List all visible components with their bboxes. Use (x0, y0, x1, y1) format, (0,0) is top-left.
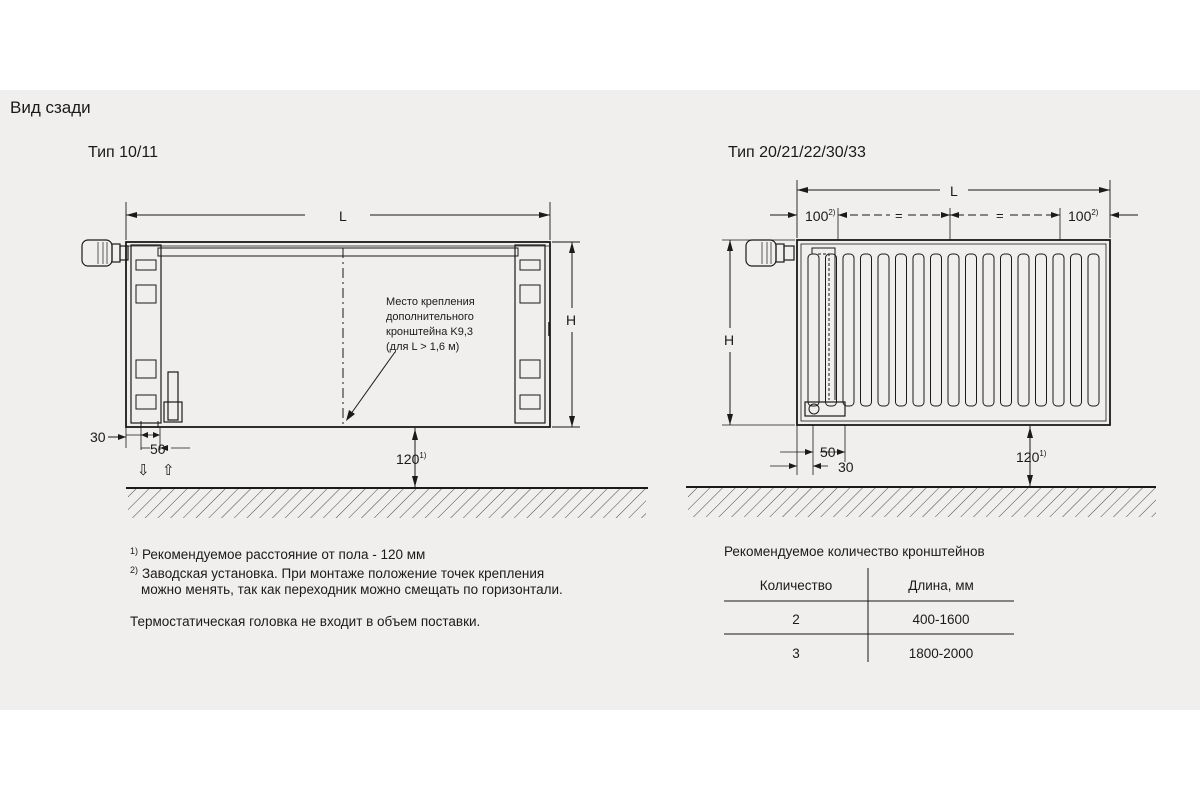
left-dim-30-50 (108, 426, 190, 451)
left-dim-L-label: L (339, 208, 347, 224)
left-dim-120-label: 120$^{1)}$ (396, 451, 427, 467)
left-bracket-note-line-4: (для L > 1,6 м) (386, 341, 460, 353)
radiator-fin (843, 254, 854, 406)
footnote-1-mark: 1) (130, 546, 139, 556)
cell-qty: 2 (792, 611, 800, 627)
right-type-label: Тип 20/21/22/30/33 (728, 144, 866, 161)
right-dim-L-label: L (950, 183, 958, 199)
flow-up-arrow-icon: ⇧ (162, 462, 175, 479)
cell-length: 1800-2000 (908, 645, 974, 661)
radiator-fin (966, 254, 977, 406)
right-floor (686, 487, 1156, 517)
radiator-fin (878, 254, 889, 406)
footnote-2-line-1: Заводская установка. При монтаже положение точек крепления (142, 566, 545, 581)
right-radiator-fins (808, 254, 1099, 406)
left-radiator-panel (126, 242, 550, 427)
radiator-fin (931, 254, 942, 406)
left-bracket-note-leader (346, 352, 395, 421)
radiator-fin (948, 254, 959, 406)
right-radiator-panel (797, 240, 1110, 425)
view-title: Вид сзади (10, 98, 91, 117)
cell-length: 400-1600 (912, 611, 970, 627)
radiator-fin (1088, 254, 1099, 406)
left-bracket-note-line-1: Место крепления (386, 296, 475, 308)
bracket-table-title: Рекомендуемое количество кронштейнов (724, 544, 985, 559)
left-dim-L (126, 202, 550, 240)
footnote-2-line-2: можно менять, так как переходник можно смещать по горизонтали. (141, 582, 563, 597)
radiator-fin (1071, 254, 1082, 406)
left-floor (126, 488, 648, 518)
table-row (724, 602, 1014, 636)
right-dim-30-label: 30 (838, 459, 854, 475)
right-view (686, 144, 1156, 517)
left-dim-H (552, 242, 580, 427)
left-bracket-right (515, 245, 545, 423)
radiator-fin (861, 254, 872, 406)
col-header-length: Длина, мм (908, 577, 974, 593)
left-bracket-left (131, 245, 161, 423)
thermostat-note: Термостатическая головка не входит в объем поставки. (130, 614, 481, 629)
left-dim-50-label: 50 (150, 441, 166, 457)
radiator-fin (1053, 254, 1064, 406)
bracket-table-header (724, 568, 1014, 602)
radiator-fin (1018, 254, 1029, 406)
left-bracket-note-line-2: дополнительного (386, 311, 474, 323)
bracket-table (724, 568, 1014, 670)
left-dim-30-label: 30 (90, 429, 106, 445)
radiator-fin (808, 254, 819, 406)
right-dim-eq-left: = (895, 208, 903, 223)
radiator-fin (896, 254, 907, 406)
footnote-1-text: Рекомендуемое расстояние от пола - 120 мм (142, 547, 426, 562)
right-dim-120-label: 120$^{1)}$ (1016, 449, 1047, 465)
footnote-2-mark: 2) (130, 565, 139, 575)
right-dim-50-label: 50 (820, 444, 836, 460)
right-thermostat-head-icon (746, 240, 794, 266)
drawing-sheet (0, 90, 1200, 710)
left-type-label: Тип 10/11 (88, 144, 158, 161)
col-header-qty: Количество (759, 577, 833, 593)
right-dim-100-left: 100$^{2)}$ (805, 208, 836, 224)
cell-qty: 3 (792, 645, 800, 661)
left-dim-H-label: H (566, 312, 577, 328)
radiator-fin (1001, 254, 1012, 406)
flow-down-arrow-icon: ⇩ (137, 462, 150, 479)
left-thermostat-head-icon (82, 240, 128, 266)
left-view (82, 144, 648, 518)
radiator-fin (1036, 254, 1047, 406)
right-dim-H-label: H (724, 332, 735, 348)
table-row (724, 636, 1014, 670)
left-bracket-note-line-3: кронштейна K9,3 (386, 326, 474, 338)
radiator-fin (983, 254, 994, 406)
right-dim-eq-right: = (996, 208, 1004, 223)
radiator-fin (913, 254, 924, 406)
right-dim-100-right: 100$^{2)}$ (1068, 208, 1099, 224)
